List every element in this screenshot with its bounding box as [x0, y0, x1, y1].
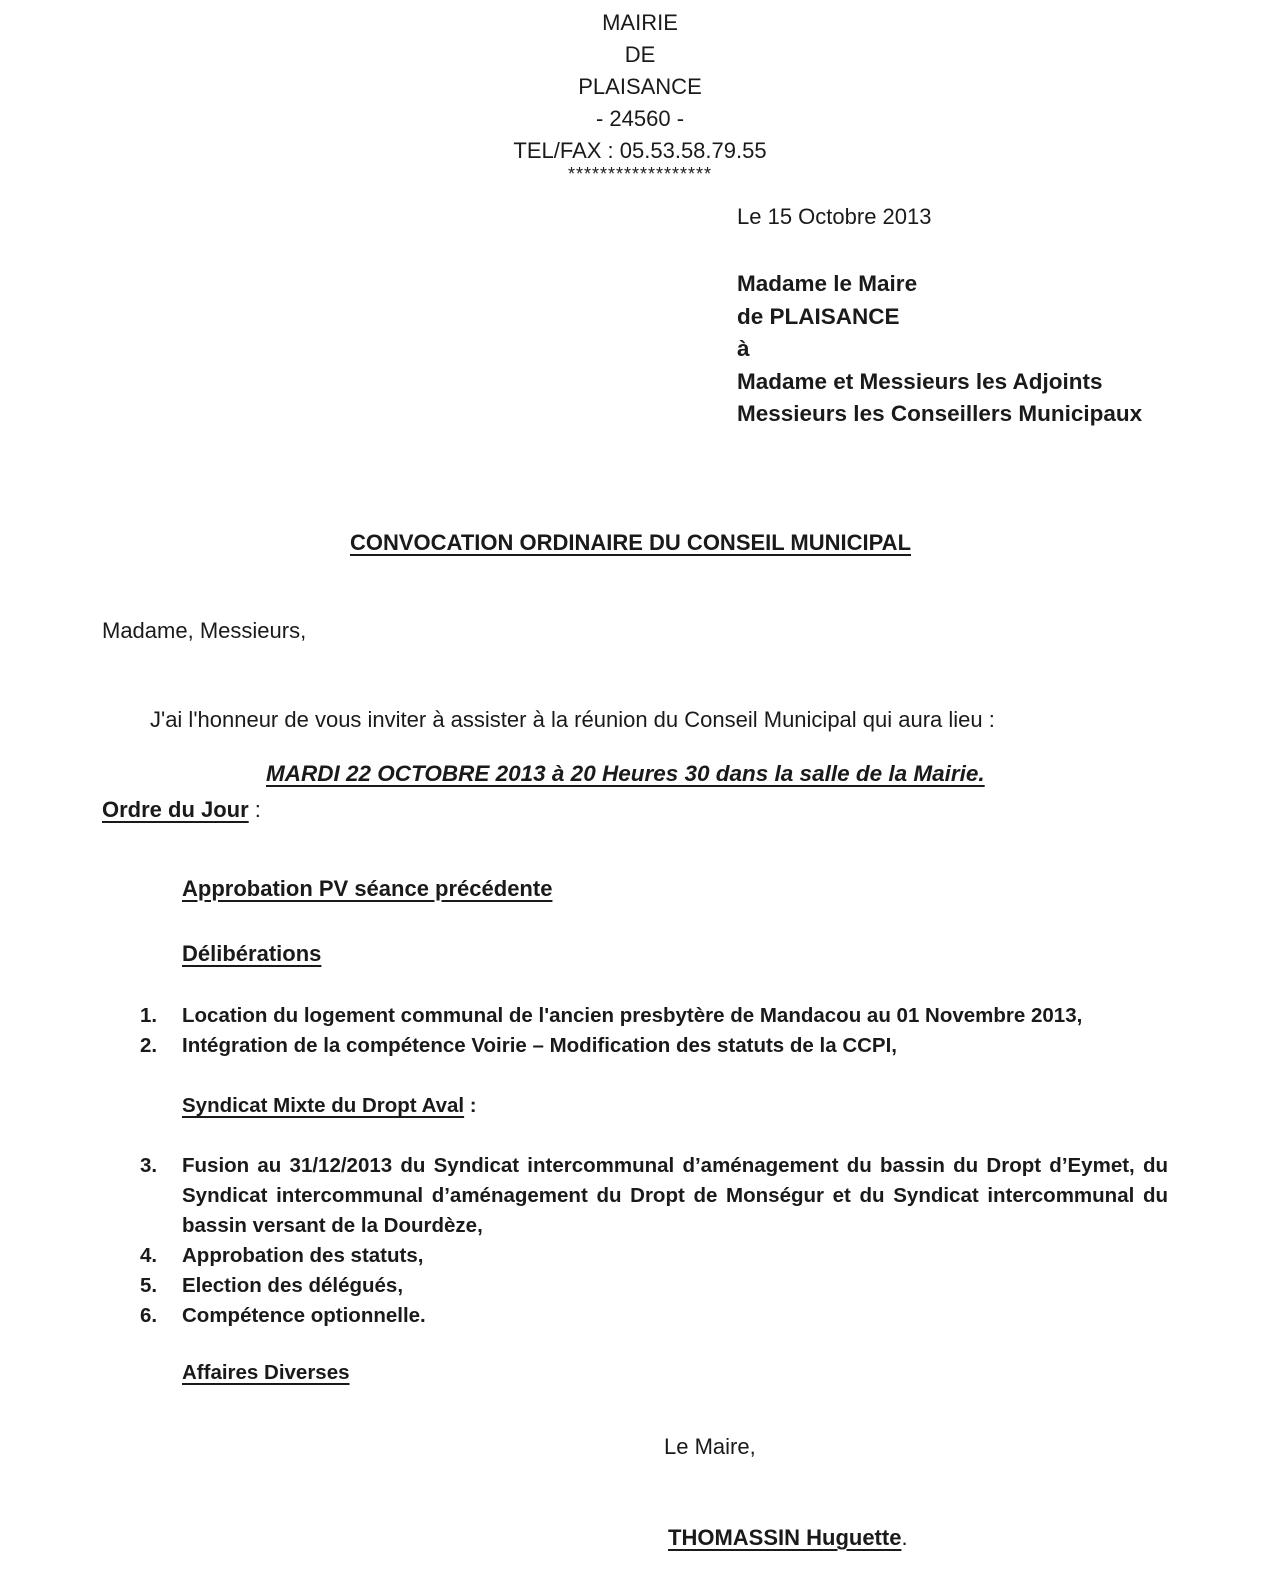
agenda-label-row	[102, 797, 261, 823]
agenda-label-colon: :	[248, 797, 261, 822]
signature-role: Le Maire,	[664, 1434, 756, 1459]
list-item-text: Election des délégués,	[182, 1274, 404, 1297]
list-item-number: 4.	[140, 1244, 158, 1267]
agenda-label: Ordre du Jour	[102, 797, 249, 822]
list-item-number: 1.	[140, 1004, 158, 1027]
signature-name-period: .	[901, 1525, 908, 1550]
section-syndicat-row	[182, 1094, 477, 1118]
document-title: CONVOCATION ORDINAIRE DU CONSEIL MUNICIPAL	[350, 530, 912, 555]
section-approbation: Approbation PV séance précédente	[182, 876, 553, 901]
list-item-text: Compétence optionnelle.	[182, 1304, 426, 1327]
list-item-number: 2.	[140, 1034, 158, 1057]
list-item-number: 3.	[140, 1154, 158, 1177]
letterhead-stars: ******************	[567, 164, 713, 184]
section-affaires-diverses: Affaires Diverses	[182, 1361, 350, 1384]
recipient-line-1: Madame et Messieurs les Adjoints	[737, 368, 1103, 394]
meeting-details: MARDI 22 OCTOBRE 2013 à 20 Heures 30 dans la salle de la Mairie.	[266, 761, 985, 786]
sender-line-1: Madame le Maire	[737, 271, 918, 296]
list-item-text: Approbation des statuts,	[182, 1244, 424, 1267]
sender-line-2: de PLAISANCE	[737, 303, 900, 329]
agenda-list-deliberations	[140, 1001, 1082, 1061]
list-item-text: Fusion au 31/12/2013 du Syndicat intercommunal d’aménagement du bassin du Dropt d’Eymet, du Syndicat intercommunal d’aménagement du Dropt de Monségur et du Syndicat intercommunal du bassin versant de la Dourdèze,	[182, 1154, 1168, 1237]
list-item	[140, 1241, 1168, 1271]
intro-paragraph: J'ai l'honneur de vous inviter à assister à la réunion du Conseil Municipal qui aura lieu :	[150, 707, 995, 732]
list-item	[140, 1001, 1082, 1031]
list-item	[140, 1301, 1168, 1331]
list-item-text: Location du logement communal de l'ancien presbytère de Mandacou au 01 Novembre 2013,	[182, 1004, 1083, 1027]
letter-date: Le 15 Octobre 2013	[737, 204, 932, 229]
salutation: Madame, Messieurs,	[102, 618, 307, 643]
list-item	[140, 1151, 1168, 1241]
recipient-to-word: à	[737, 336, 750, 362]
list-item	[140, 1031, 1082, 1061]
letterhead-line-mairie: MAIRIE	[602, 10, 678, 35]
recipients-block	[737, 268, 1142, 431]
list-item-number: 6.	[140, 1304, 158, 1327]
letterhead-line-town: PLAISANCE	[578, 74, 702, 99]
section-syndicat-colon: :	[464, 1094, 477, 1117]
letterhead-postcode: - 24560 -	[595, 106, 685, 131]
signature-name-row	[668, 1525, 908, 1551]
list-item-text: Intégration de la compétence Voirie – Modification des statuts de la CCPI,	[182, 1034, 897, 1057]
list-item	[140, 1271, 1168, 1301]
signature-name: THOMASSIN Huguette	[668, 1525, 902, 1550]
list-item-number: 5.	[140, 1274, 158, 1297]
agenda-list-syndicat	[140, 1151, 1168, 1331]
letterhead	[440, 7, 840, 183]
section-deliberations: Délibérations	[182, 941, 322, 966]
section-syndicat: Syndicat Mixte du Dropt Aval	[182, 1094, 465, 1117]
letterhead-phone: TEL/FAX : 05.53.58.79.55	[513, 138, 767, 163]
letterhead-line-de: DE	[624, 42, 656, 67]
recipient-line-2: Messieurs les Conseillers Municipaux	[737, 401, 1143, 427]
